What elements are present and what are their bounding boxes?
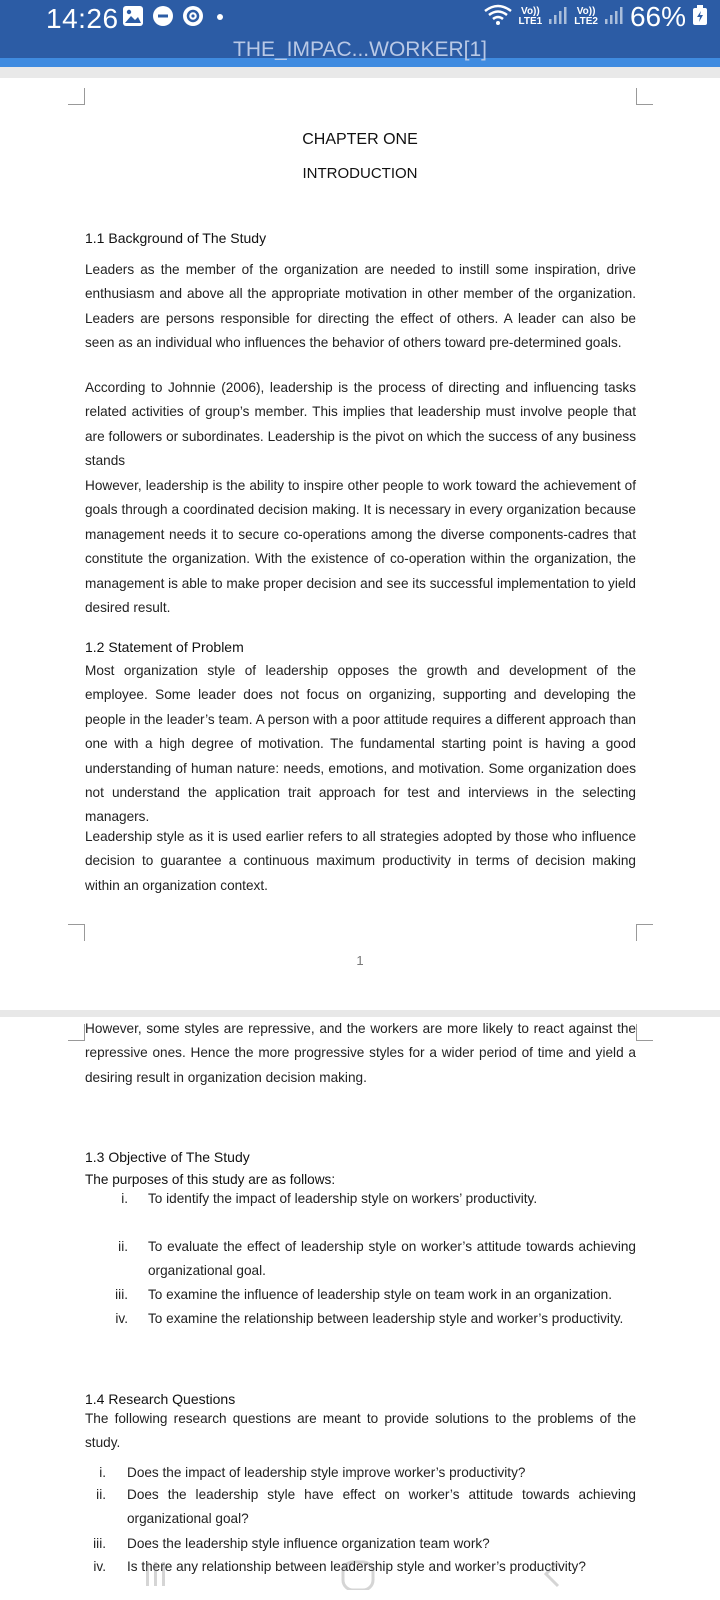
signal-icon [604,4,624,31]
objectives-intro: The purposes of this study are as follows: [85,1172,336,1187]
section-heading-1-1: 1.1 Background of The Study [85,230,267,246]
list-item-text: To identify the impact of leadership style on workers’ productivity. [148,1191,538,1206]
document-title[interactable]: THE_IMPAC...WORKER[1] [233,38,487,61]
list-item-number: i. [99,1465,106,1480]
wifi-icon [483,3,513,32]
list-item [0,1461,720,1485]
dot-icon [212,5,228,32]
back-icon[interactable] [540,1558,564,1597]
top-bar-separator [0,67,720,78]
messenger-icon [152,5,174,32]
list-item-number: iii. [115,1287,128,1302]
section-heading-1-4: 1.4 Research Questions [85,1391,236,1407]
document-page-1 [0,78,720,1010]
margin-corner-top-left [68,88,85,105]
paragraph: Leaders as the member of the organization are needed to instill some inspiration, drive enthusiasm and above all the appropriate motivation in other member of the organization. Leaders are persons responsible for directing the effect of others. A leader can also be seen as an individual who influences the behavior of others toward pre-determined goals. [85,262,636,351]
section-heading-1-2: 1.2 Statement of Problem [85,639,244,655]
vpn-icon [182,5,204,32]
paragraph: According to Johnnie (2006), leadership is the process of directing and influencing tasks related activities of group’s member. This implies that leadership must involve people that are followers or subordinates. Leadership is the pivot on which the success of any business stands [85,380,636,469]
sim1-indicator [519,7,543,27]
list-item-number: ii. [96,1487,106,1502]
margin-corner-top-left [68,1024,85,1041]
paragraph: However, some styles are repressive, and the workers are more likely to react against the repressive ones. Hence the more progressive styles for a wider period of time and yield a desiring result in organization decision making. [85,1021,636,1085]
list-item-text: Does the leadership style influence organization team work? [127,1536,490,1551]
sim2-lte-label: LTE2 [574,16,598,27]
list-item [0,1532,720,1556]
list-item-number: i. [121,1191,128,1206]
sim2-volte-label: Vo)) [576,6,596,17]
signal-icon [548,4,568,31]
list-item-text: Does the leadership style have effect on worker’s attitude towards achieving organizational goal? [127,1487,636,1527]
margin-corner-bottom-left [68,924,85,941]
list-item-text: Is there any relationship between leadership style and worker’s productivity? [127,1559,586,1574]
sim2-indicator [574,7,598,27]
sim1-lte-label: LTE1 [518,16,543,27]
margin-corner-top-right [636,1024,653,1041]
page-number: 1 [356,953,364,968]
list-item [0,1307,720,1357]
list-item [0,1283,720,1307]
battery-percent: 66% [629,1,686,32]
chapter-heading: CHAPTER ONE [302,131,418,148]
list-item-text: Does the impact of leadership style improve worker’s productivity? [127,1465,526,1480]
status-system-icons [483,2,708,32]
gallery-icon [122,5,144,32]
paragraph: Leadership style as it is used earlier refers to all strategies adopted by those who influence decision to guarantee a continuous maximum productivity in terms of decision making within an organization context. [85,829,636,893]
list-item-number: ii. [118,1239,128,1254]
section-heading-1-3: 1.3 Objective of The Study [85,1149,250,1165]
recents-icon[interactable] [140,1558,172,1597]
list-item [0,1187,720,1211]
paragraph: Most organization style of leadership opposes the growth and development of the employee. Some leader does not focus on organizing, supporting and developing the people in the leader’s team. A person with a poor attitude requires a different approach than one with a high degree of motivation. The fundamental starting point is having a good understanding of human nature: needs, emotions, and motivation. Some organization does not understand the application trait approach for test and interviews in the selecting managers. [85,663,636,825]
list-item-text: To examine the relationship between leadership style and worker’s productivity. [148,1311,624,1326]
margin-corner-bottom-right [636,924,653,941]
paragraph: However, leadership is the ability to inspire other people to work toward the achievement of goals through a coordinated decision making. It is necessary in every organization because management needs it to secure co-operations among the diverse components-cadres that constitute the organization. With the existence of co-operation within the organization, the management is able to make proper decision and see its successful implementation to yield desired result. [85,478,636,616]
page-break [0,1010,720,1017]
list-item-text: To evaluate the effect of leadership style on worker’s attitude towards achieving organizational goal. [148,1239,636,1279]
status-time: 14:26 [46,3,119,34]
sim1-volte-label: Vo)) [521,6,540,17]
battery-icon [692,4,708,31]
list-item-number: iii. [93,1536,106,1551]
list-item-text: To examine the influence of leadership style on team work in an organization. [148,1287,612,1302]
list-item-number: iv. [115,1311,128,1326]
list-item [0,1235,720,1285]
chapter-subtitle: INTRODUCTION [302,165,418,182]
questions-intro: The following research questions are meant to provide solutions to the problems of the study. [85,1411,636,1451]
margin-corner-top-right [636,88,653,105]
list-item-number: iv. [93,1559,106,1574]
home-icon[interactable] [340,1558,376,1597]
list-item [0,1483,720,1533]
status-notification-icons [122,6,228,30]
document-page-2 [0,1017,720,1600]
